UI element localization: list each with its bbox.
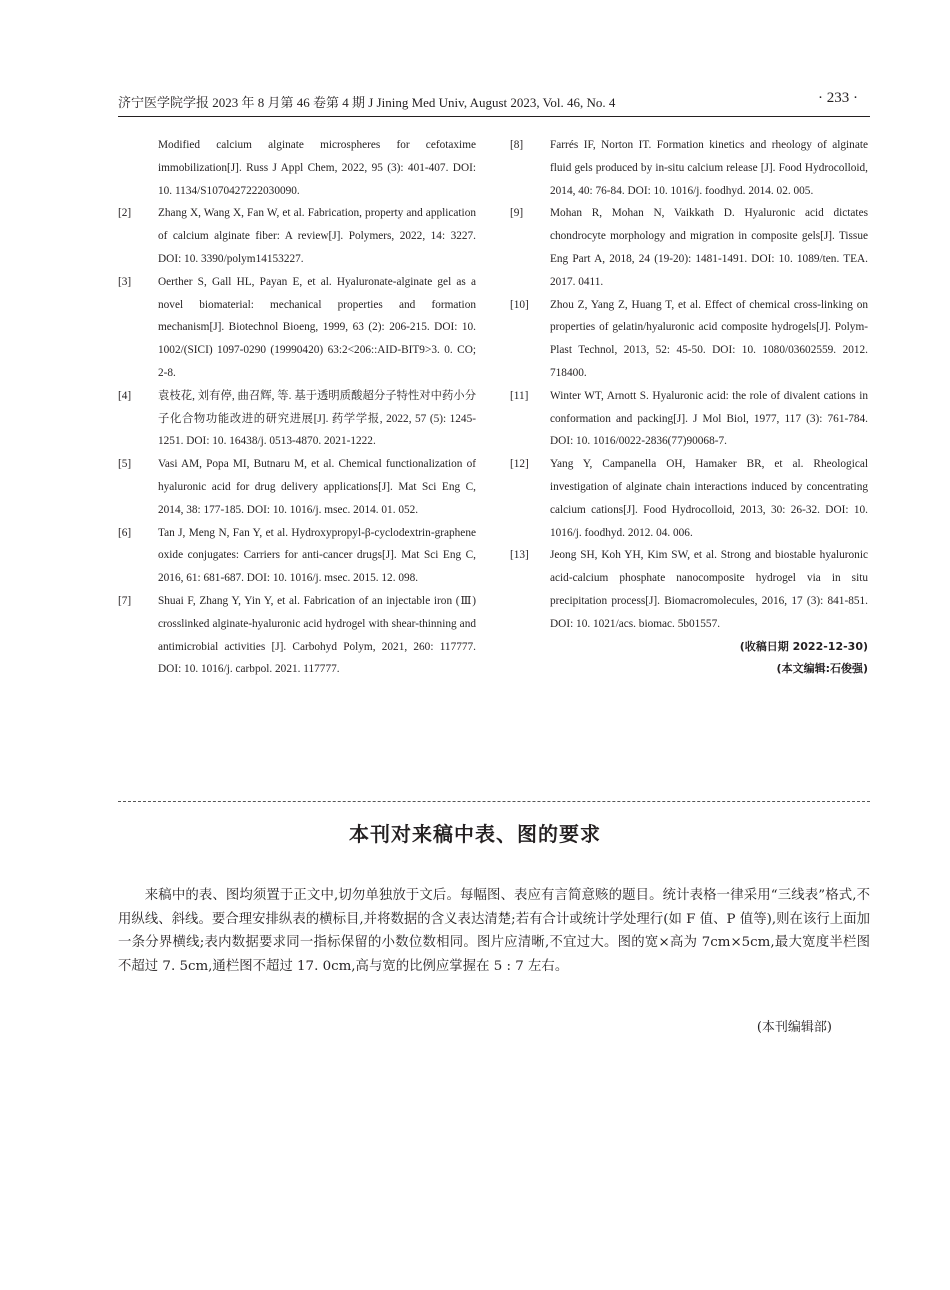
reference-item: [5] Vasi AM, Popa MI, Butnaru M, et al. Chemical functionalization of hyaluronic acid for drug delivery applications[J]. Mat Sci Eng C, 2014, 38: 177-185. DOI: 10. 1016/j. msec. 2014. 01. 052. [118, 458, 476, 516]
reference-item: [6] Tan J, Meng N, Fan Y, et al. Hydroxypropyl-β-cyclodextrin-graphene oxide conjugates: Carriers for anti-cancer drugs[J]. Mat Sci Eng C, 2016, 61: 681-687. DOI: 10. 1016/j. msec. 2015. 12. 098. [118, 526, 476, 585]
reference-item: [10] Zhou Z, Yang Z, Huang T, et al. Effect of chemical cross-linking on properties of gelatin/hyaluronic acid composite hydrogels[J]. Polym-Plast Technol, 2013, 52: 45-50. DOI: 10. 1080/03602559. 2012. 718400. [510, 298, 868, 379]
reference-item: [2] Zhang X, Wang X, Fan W, et al. Fabrication, property and application of calcium alginate fiber: A review[J]. Polymers, 2022, 14: 3227. DOI: 10. 3390/polym14153227. [118, 207, 476, 265]
reference-item: [8] Farrés IF, Norton IT. Formation kinetics and rheology of alginate fluid gels produced by in-situ calcium release [J]. Food Hydrocolloid, 2014, 40: 76-84. DOI: 10. 1016/j. foodhyd. 2014. 02. 005. [510, 139, 868, 197]
running-header [118, 92, 870, 116]
notice-body: 来稿中的表、图均须置于正文中,切勿单独放于文后。每幅图、表应有言简意赅的题目。统计表格一律采用“三线表”格式,不用纵线、斜线。要合理安排纵表的横标目,并将数据的含义表达清楚;若有合计或统计学处理行(如 F 值、P 值等),则在该行上面加一条分界横线;表内数据要求同一指标保留的小数位数相同。图片应清晰,不宜过大。图的宽×高为 7cm×5cm,最大宽度半栏图不超过 7. 5cm,通栏图不超过 17. 0cm,高与宽的比例应掌握在 5 : 7 左右。 [118, 888, 870, 974]
reference-item: [9] Mohan R, Mohan N, Vaikkath D. Hyaluronic acid dictates chondrocyte morphology and migration in composite gels[J]. Tissue Eng Part A, 2018, 24 (19-20): 1481-1491. DOI: 10. 1089/ten. TEA. 2017. 0411. [510, 207, 868, 288]
section-divider [118, 801, 870, 802]
reference-item: [3] Oerther S, Gall HL, Payan E, et al. Hyaluronate-alginate gel as a novel biomaterial: mechanical properties and formation mechanism[J]. Biotechnol Bioeng, 1999, 63 (2): 206-215. DOI: 10. 1002/(SICI) 1097-0290 (19990420) 63:2<206::AID-BIT9>3. 0. CO; 2-8. [118, 275, 476, 379]
references-right-column [510, 134, 868, 681]
reference-item: [11] Winter WT, Arnott S. Hyaluronic acid: the role of divalent cations in conformation and packing[J]. J Mol Biol, 1977, 117 (3): 761-784. DOI: 10. 1016/0022-2836(77)90068-7. [510, 389, 868, 448]
notice-signature: (本刊编辑部) [756, 1020, 832, 1035]
reference-item: [12] Yang Y, Campanella OH, Hamaker BR, et al. Rheological investigation of alginate chain interactions induced by concentrating calcium cations[J]. Food Hydrocolloid, 2013, 30: 26-32. DOI: 10. 1016/j. foodhyd. 2012. 04. 006. [510, 458, 868, 539]
notice-title: 本刊对来稿中表、图的要求 [349, 822, 601, 846]
article-editor: (本文编辑:石俊强) [776, 662, 868, 676]
reference-item: [7] Shuai F, Zhang Y, Yin Y, et al. Fabrication of an injectable iron (Ⅲ) crosslinked alginate-hyaluronic acid hydrogel with shear-thinning and antimicrobial activities [J]. Carbohyd Polym, 2021, 260: 117777. DOI: 10. 1016/j. carbpol. 2021. 117777. [118, 594, 476, 676]
header-rule [118, 116, 870, 117]
references-left-column [118, 134, 476, 681]
page-number: · 233 · [818, 90, 858, 106]
reference-item: [13] Jeong SH, Koh YH, Kim SW, et al. Strong and biostable hyaluronic acid-calcium phosphate nanocomposite hydrogel via in situ precipitation process[J]. Biomacromolecules, 2016, 17 (3): 841-851. DOI: 10. 1021/acs. biomac. 5b01557. [510, 549, 868, 630]
journal-citation-header: 济宁医学院学报 2023 年 8 月第 46 卷第 4 期 J Jining Med Univ, August 2023, Vol. 46, No. 4 [118, 95, 616, 110]
reference-item: [4] 袁枝花, 刘有停, 曲召辉, 等. 基于透明质酸超分子特性对中药小分子化合物功能改进的研究进展[J]. 药学学报, 2022, 57 (5): 1245-1251. DOI: 10. 16438/j. 0513-4870. 2021-1222. [118, 389, 476, 448]
reference-item: Modified calcium alginate microspheres for cefotaxime immobilization[J]. Russ J Appl Chem, 2022, 95 (3): 401-407. DOI: 10. 1134/S1070427222030090. [158, 139, 476, 197]
received-date: (收稿日期 2022-12-30) [739, 639, 868, 653]
